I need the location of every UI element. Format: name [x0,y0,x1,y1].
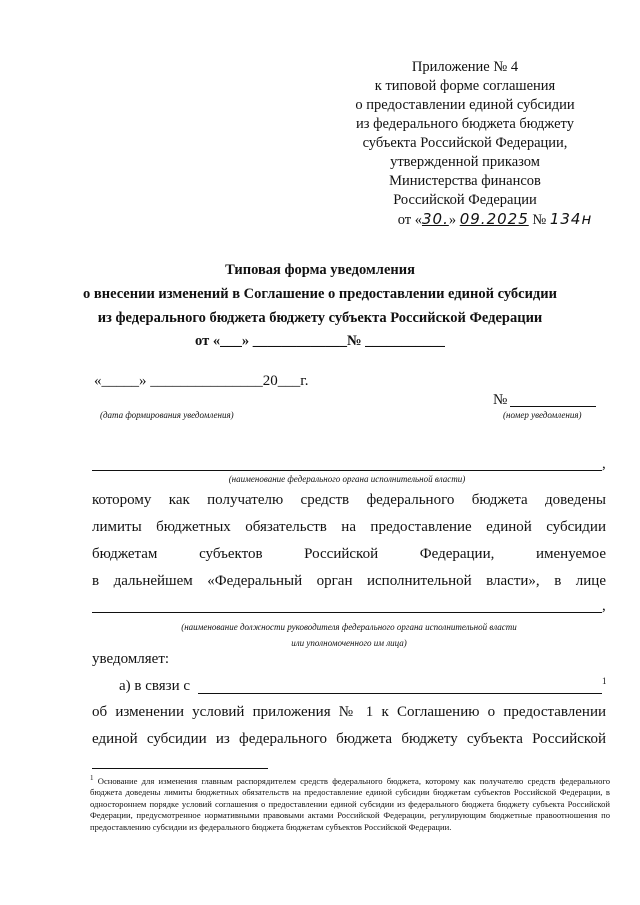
footnote-ref: 1 [602,676,607,686]
notifies-label: уведомляет: [92,651,170,667]
appendix-line-8: Российской Федерации [393,192,537,208]
appendix-line-3: о предоставлении единой субсидии [355,97,575,113]
appendix-header [330,58,600,230]
form-subtitle-1: о внесении изменений в Соглашение о предоставлении единой субсидии [83,286,557,302]
order-number-sign: № [532,212,547,228]
handwritten-day: 30. [421,210,449,228]
paragraph-line: единой субсидии из федерального бюджета бюджету субъекта Российской [92,731,606,747]
head-comma: , [602,598,606,614]
authority-comma: , [602,456,606,472]
item-a-line [198,693,602,694]
paragraph-line: об изменении условий приложения № 1 к Соглашению о предоставлении [92,704,606,720]
appendix-line-6: утвержденной приказом [390,154,540,170]
head-position-line [92,612,602,613]
paragraph-line: лимиты бюджетных обязательств на предоставление единой субсидии [92,519,606,535]
appendix-line-7: Министерства финансов [389,173,541,189]
notice-number-line [510,406,596,407]
paragraph-line: в дальнейшем «Федеральный орган исполнительной власти», в лице [92,573,606,589]
handwritten-month-year: 09.2025 [459,210,529,228]
form-title: Типовая форма уведомления [225,262,415,278]
head-caption-2: или уполномоченного им лица) [291,638,407,648]
date-caption: (дата формирования уведомления) [100,410,234,420]
number-caption: (номер уведомления) [503,410,582,420]
footnote [90,773,610,833]
form-subtitle-2: из федерального бюджета бюджету субъекта Российской Федерации [97,310,543,326]
authority-name-line [92,470,602,471]
paragraph-line: бюджетам субъектов Российской Федерации, именуемое [92,546,606,562]
date-prefix: от « [397,212,422,228]
item-a-label: а) в связи с [119,678,191,694]
appendix-number: Приложение № 4 [411,59,519,75]
order-date-line [330,210,600,230]
notice-date-field: «_____» _______________20___г. [94,373,309,389]
footnote-text: Основание для изменения главным распорядителем средств федерального бюджета, которому как получателю средств федерального бюджета доведены лимиты бюджетных обязательств на предоставление единой субсидии бюджетам субъектов Российской Федерации, в одностороннем порядке условий соглашения о предоставлении единой субсидии из федерального бюджета бюджету субъекта Российской Федерации, предусмотренное нормативными правовыми актами Российской Федерации, регулирующим бюджетные правоотношения по предоставлению субсидии из федерального бюджета бюджетам субъектов Российской Федерации. [90,775,610,832]
notice-number-sign: № [493,392,508,408]
appendix-line-2: к типовой форме соглашения [374,78,556,94]
form-title-date-number: от «___» _____________№ ___________ [195,333,445,349]
paragraph-line: которому как получателю средств федерального бюджета доведены [92,492,606,508]
head-caption-1: (наименование должности руководителя федерального органа исполнительной власти [181,622,517,632]
handwritten-order-number: 134н [549,210,593,228]
footnote-marker: 1 [90,774,94,782]
authority-caption: (наименование федерального органа исполнительной власти) [228,474,466,484]
appendix-line-4: из федерального бюджета бюджету [356,116,574,132]
date-mid: » [448,212,457,228]
footnote-separator [92,768,268,769]
appendix-line-5: субъекта Российской Федерации, [362,135,568,151]
